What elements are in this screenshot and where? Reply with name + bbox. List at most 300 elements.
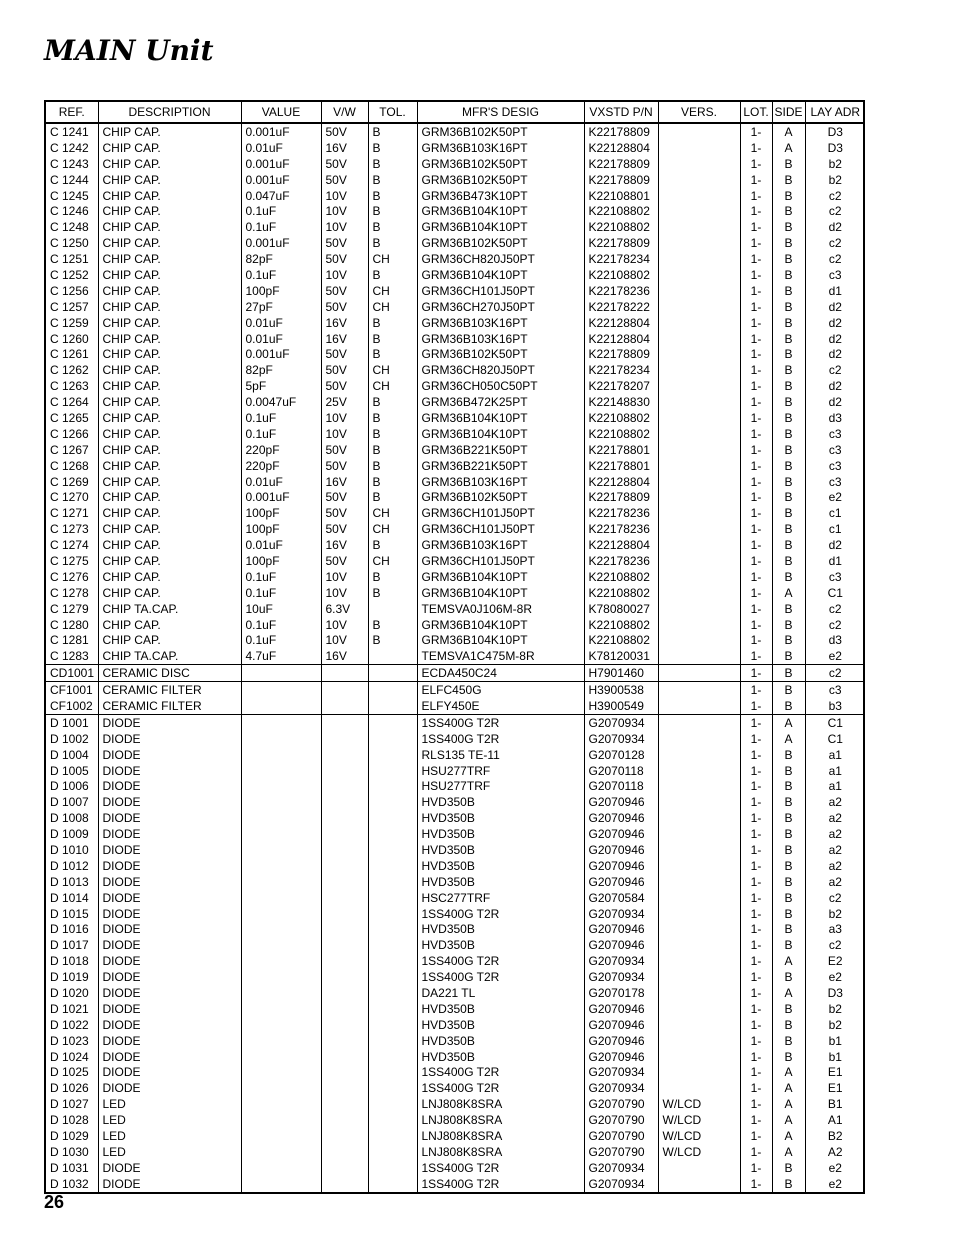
cell-lot: 1- bbox=[740, 937, 772, 953]
header-mfrs-desig: MFR'S DESIG bbox=[417, 102, 584, 123]
cell-side: B bbox=[772, 617, 805, 633]
cell-vers bbox=[658, 458, 740, 474]
cell-lay-adr: a2 bbox=[805, 842, 865, 858]
cell-value bbox=[241, 779, 321, 795]
table-row bbox=[46, 203, 865, 219]
cell-vers bbox=[658, 842, 740, 858]
cell-lot: 1- bbox=[740, 474, 772, 490]
cell-ref: C 1275 bbox=[50, 553, 89, 568]
cell-vw bbox=[321, 747, 368, 763]
cell-description: DIODE bbox=[98, 714, 241, 730]
cell-lot: 1- bbox=[740, 331, 772, 347]
table-row bbox=[46, 1096, 865, 1112]
table-row bbox=[46, 682, 865, 698]
cell-vxstd-pn: G2070934 bbox=[584, 1176, 658, 1192]
table-row bbox=[46, 410, 865, 426]
cell-vxstd-pn: G2070946 bbox=[584, 874, 658, 890]
cell-mfrs-desig: GRM36B104K10PT bbox=[417, 426, 584, 442]
cell-vw bbox=[321, 665, 368, 682]
cell-side: B bbox=[772, 378, 805, 394]
table-row bbox=[46, 346, 865, 362]
cell-vw: 50V bbox=[321, 251, 368, 267]
cell-ref: D 1008 bbox=[50, 811, 89, 826]
cell-vers bbox=[658, 617, 740, 633]
cell-vers bbox=[658, 1160, 740, 1176]
cell-description: DIODE bbox=[98, 779, 241, 795]
cell-vxstd-pn: K22108802 bbox=[584, 617, 658, 633]
cell-tol: CH bbox=[368, 553, 417, 569]
cell-vers bbox=[658, 299, 740, 315]
cell-value: 0.1uF bbox=[241, 569, 321, 585]
cell-ref: D 1015 bbox=[50, 906, 89, 921]
cell-vxstd-pn: K22178234 bbox=[584, 251, 658, 267]
cell-value bbox=[241, 1176, 321, 1192]
cell-vw bbox=[321, 1049, 368, 1065]
cell-description: CHIP CAP. bbox=[98, 505, 241, 521]
cell-mfrs-desig: DA221 TL bbox=[417, 985, 584, 1001]
cell-mfrs-desig: GRM36B473K10PT bbox=[417, 188, 584, 204]
cell-ref: D 1006 bbox=[50, 779, 89, 794]
cell-description: LED bbox=[98, 1144, 241, 1160]
cell-description: DIODE bbox=[98, 1017, 241, 1033]
cell-lot: 1- bbox=[740, 362, 772, 378]
cell-vers bbox=[658, 1080, 740, 1096]
cell-value bbox=[241, 858, 321, 874]
cell-side: B bbox=[772, 458, 805, 474]
cell-vw: 10V bbox=[321, 267, 368, 283]
cell-vers bbox=[658, 779, 740, 795]
cell-value: 27pF bbox=[241, 299, 321, 315]
cell-vers bbox=[658, 858, 740, 874]
cell-ref: C 1242 bbox=[50, 140, 89, 155]
cell-tol bbox=[368, 826, 417, 842]
cell-vw bbox=[321, 810, 368, 826]
cell-lot: 1- bbox=[740, 315, 772, 331]
table-row bbox=[46, 1065, 865, 1081]
cell-side: B bbox=[772, 426, 805, 442]
cell-vxstd-pn: H7901460 bbox=[584, 665, 658, 682]
cell-lot: 1- bbox=[740, 1080, 772, 1096]
cell-mfrs-desig: GRM36B102K50PT bbox=[417, 156, 584, 172]
cell-lay-adr: c3 bbox=[805, 458, 865, 474]
table-row bbox=[46, 553, 865, 569]
table-row bbox=[46, 890, 865, 906]
cell-lot: 1- bbox=[740, 1001, 772, 1017]
cell-value bbox=[241, 937, 321, 953]
cell-side: B bbox=[772, 1049, 805, 1065]
cell-vw bbox=[321, 1160, 368, 1176]
cell-value bbox=[241, 1160, 321, 1176]
cell-vxstd-pn: G2070934 bbox=[584, 1080, 658, 1096]
cell-tol bbox=[368, 842, 417, 858]
cell-lay-adr: d2 bbox=[805, 299, 865, 315]
cell-vxstd-pn: G2070946 bbox=[584, 1033, 658, 1049]
cell-ref: D 1028 bbox=[50, 1113, 89, 1128]
table-row bbox=[46, 442, 865, 458]
cell-ref: C 1260 bbox=[50, 331, 89, 346]
cell-vxstd-pn: K22108802 bbox=[584, 569, 658, 585]
table-row bbox=[46, 1001, 865, 1017]
cell-lot: 1- bbox=[740, 794, 772, 810]
cell-mfrs-desig: GRM36B103K16PT bbox=[417, 474, 584, 490]
cell-side: B bbox=[772, 1001, 805, 1017]
cell-vw bbox=[321, 1065, 368, 1081]
cell-lay-adr: b1 bbox=[805, 1049, 865, 1065]
cell-lot: 1- bbox=[740, 203, 772, 219]
cell-description: CHIP TA.CAP. bbox=[98, 601, 241, 617]
cell-ref: D 1031 bbox=[50, 1160, 89, 1175]
cell-lot: 1- bbox=[740, 585, 772, 601]
cell-value bbox=[241, 714, 321, 730]
cell-vxstd-pn: K22178236 bbox=[584, 553, 658, 569]
cell-lay-adr: D3 bbox=[805, 985, 865, 1001]
cell-tol: B bbox=[368, 331, 417, 347]
cell-lot: 1- bbox=[740, 299, 772, 315]
cell-vw: 10V bbox=[321, 633, 368, 649]
cell-vw bbox=[321, 922, 368, 938]
cell-description: CHIP TA.CAP. bbox=[98, 648, 241, 664]
cell-ref: C 1271 bbox=[50, 506, 89, 521]
cell-lay-adr: d2 bbox=[805, 219, 865, 235]
cell-description: CHIP CAP. bbox=[98, 235, 241, 251]
cell-mfrs-desig: HVD350B bbox=[417, 794, 584, 810]
cell-value bbox=[241, 810, 321, 826]
cell-mfrs-desig: RLS135 TE-11 bbox=[417, 747, 584, 763]
cell-lay-adr: C1 bbox=[805, 731, 865, 747]
cell-lay-adr: b1 bbox=[805, 1033, 865, 1049]
cell-tol bbox=[368, 1080, 417, 1096]
cell-tol: B bbox=[368, 633, 417, 649]
cell-vxstd-pn: G2070118 bbox=[584, 779, 658, 795]
cell-vw bbox=[321, 682, 368, 698]
cell-value bbox=[241, 1001, 321, 1017]
cell-lot: 1- bbox=[740, 1144, 772, 1160]
cell-ref: D 1020 bbox=[50, 986, 89, 1001]
cell-vw: 50V bbox=[321, 521, 368, 537]
cell-description: CHIP CAP. bbox=[98, 267, 241, 283]
cell-tol bbox=[368, 1160, 417, 1176]
cell-lot: 1- bbox=[740, 1096, 772, 1112]
cell-value: 0.001uF bbox=[241, 156, 321, 172]
cell-lay-adr: b2 bbox=[805, 1001, 865, 1017]
cell-mfrs-desig: GRM36B104K10PT bbox=[417, 219, 584, 235]
table-row bbox=[46, 283, 865, 299]
table-row bbox=[46, 648, 865, 664]
cell-vw bbox=[321, 698, 368, 714]
cell-lot: 1- bbox=[740, 410, 772, 426]
table-row bbox=[46, 489, 865, 505]
cell-ref: CF1001 bbox=[46, 682, 98, 698]
cell-vxstd-pn: K78120031 bbox=[584, 648, 658, 664]
cell-value bbox=[241, 890, 321, 906]
cell-value bbox=[241, 747, 321, 763]
cell-vxstd-pn: K22108802 bbox=[584, 633, 658, 649]
table-row bbox=[46, 362, 865, 378]
cell-vw: 50V bbox=[321, 505, 368, 521]
cell-side: B bbox=[772, 698, 805, 714]
cell-description: LED bbox=[98, 1128, 241, 1144]
cell-vw: 50V bbox=[321, 346, 368, 362]
header-side: SIDE bbox=[772, 102, 805, 123]
cell-lot: 1- bbox=[740, 1033, 772, 1049]
cell-lot: 1- bbox=[740, 426, 772, 442]
cell-tol bbox=[368, 682, 417, 698]
cell-vxstd-pn: K22108801 bbox=[584, 188, 658, 204]
cell-value: 82pF bbox=[241, 251, 321, 267]
cell-vers bbox=[658, 937, 740, 953]
cell-vxstd-pn: G2070934 bbox=[584, 953, 658, 969]
table-row bbox=[46, 1144, 865, 1160]
cell-lot: 1- bbox=[740, 763, 772, 779]
cell-lot: 1- bbox=[740, 188, 772, 204]
cell-tol: B bbox=[368, 346, 417, 362]
cell-mfrs-desig: HVD350B bbox=[417, 858, 584, 874]
cell-lot: 1- bbox=[740, 489, 772, 505]
cell-vxstd-pn: G2070946 bbox=[584, 1001, 658, 1017]
cell-vers bbox=[658, 235, 740, 251]
table-header bbox=[46, 102, 865, 123]
cell-mfrs-desig: HVD350B bbox=[417, 874, 584, 890]
table-row bbox=[46, 188, 865, 204]
cell-vw: 50V bbox=[321, 362, 368, 378]
cell-tol: B bbox=[368, 617, 417, 633]
cell-vxstd-pn: K22178809 bbox=[584, 172, 658, 188]
cell-value: 100pF bbox=[241, 283, 321, 299]
cell-tol: B bbox=[368, 156, 417, 172]
cell-vxstd-pn: K22108802 bbox=[584, 203, 658, 219]
cell-vxstd-pn: G2070178 bbox=[584, 985, 658, 1001]
cell-value bbox=[241, 1128, 321, 1144]
cell-ref: C 1244 bbox=[50, 172, 89, 187]
cell-mfrs-desig: 1SS400G T2R bbox=[417, 1176, 584, 1192]
cell-vers bbox=[658, 1017, 740, 1033]
table-row bbox=[46, 426, 865, 442]
cell-vw bbox=[321, 969, 368, 985]
cell-description: CHIP CAP. bbox=[98, 585, 241, 601]
cell-vw: 50V bbox=[321, 172, 368, 188]
cell-description: DIODE bbox=[98, 1033, 241, 1049]
cell-lot: 1- bbox=[740, 779, 772, 795]
cell-description: CERAMIC FILTER bbox=[98, 698, 241, 714]
cell-lay-adr: b2 bbox=[805, 1017, 865, 1033]
cell-vers bbox=[658, 123, 740, 140]
cell-ref: C 1265 bbox=[50, 410, 89, 425]
cell-mfrs-desig: ECDA450C24 bbox=[417, 665, 584, 682]
cell-vers: W/LCD bbox=[658, 1096, 740, 1112]
cell-value: 220pF bbox=[241, 458, 321, 474]
cell-mfrs-desig: GRM36B103K16PT bbox=[417, 537, 584, 553]
cell-vw bbox=[321, 1017, 368, 1033]
cell-value: 0.1uF bbox=[241, 585, 321, 601]
cell-side: B bbox=[772, 794, 805, 810]
table-row bbox=[46, 585, 865, 601]
table-row bbox=[46, 537, 865, 553]
cell-description: CHIP CAP. bbox=[98, 331, 241, 347]
table-row bbox=[46, 123, 865, 140]
cell-vw bbox=[321, 985, 368, 1001]
cell-mfrs-desig: GRM36CH101J50PT bbox=[417, 505, 584, 521]
cell-vxstd-pn: G2070934 bbox=[584, 1065, 658, 1081]
table-row bbox=[46, 601, 865, 617]
cell-vers bbox=[658, 665, 740, 682]
cell-lay-adr: c3 bbox=[805, 442, 865, 458]
cell-description: CHIP CAP. bbox=[98, 156, 241, 172]
cell-vw bbox=[321, 890, 368, 906]
cell-value: 0.0047uF bbox=[241, 394, 321, 410]
cell-vw bbox=[321, 1001, 368, 1017]
cell-vers bbox=[658, 1033, 740, 1049]
cell-side: B bbox=[772, 1033, 805, 1049]
cell-lot: 1- bbox=[740, 1017, 772, 1033]
cell-lay-adr: b2 bbox=[805, 906, 865, 922]
cell-tol bbox=[368, 1096, 417, 1112]
cell-ref: C 1248 bbox=[50, 220, 89, 235]
cell-mfrs-desig: GRM36B102K50PT bbox=[417, 172, 584, 188]
cell-side: A bbox=[772, 1096, 805, 1112]
cell-vw bbox=[321, 842, 368, 858]
cell-vers bbox=[658, 219, 740, 235]
table-row bbox=[46, 378, 865, 394]
cell-value: 4.7uF bbox=[241, 648, 321, 664]
cell-mfrs-desig: HVD350B bbox=[417, 937, 584, 953]
table-row bbox=[46, 1049, 865, 1065]
cell-lay-adr: a2 bbox=[805, 810, 865, 826]
cell-lay-adr: d2 bbox=[805, 378, 865, 394]
cell-lot: 1- bbox=[740, 890, 772, 906]
cell-description: CHIP CAP. bbox=[98, 442, 241, 458]
cell-vxstd-pn: G2070934 bbox=[584, 969, 658, 985]
cell-vw: 10V bbox=[321, 569, 368, 585]
cell-vw: 16V bbox=[321, 315, 368, 331]
cell-lay-adr: e2 bbox=[805, 969, 865, 985]
cell-description: DIODE bbox=[98, 906, 241, 922]
cell-mfrs-desig: GRM36CH101J50PT bbox=[417, 283, 584, 299]
cell-value bbox=[241, 826, 321, 842]
cell-tol bbox=[368, 714, 417, 730]
cell-tol: B bbox=[368, 315, 417, 331]
cell-tol bbox=[368, 1049, 417, 1065]
cell-mfrs-desig: 1SS400G T2R bbox=[417, 731, 584, 747]
cell-description: CHIP CAP. bbox=[98, 140, 241, 156]
cell-lay-adr: D3 bbox=[805, 123, 865, 140]
page-number: 26 bbox=[44, 1192, 65, 1212]
cell-mfrs-desig: HVD350B bbox=[417, 1001, 584, 1017]
header-ref: REF. bbox=[46, 102, 98, 123]
table-row bbox=[46, 665, 865, 682]
cell-lay-adr: c2 bbox=[805, 235, 865, 251]
cell-tol bbox=[368, 763, 417, 779]
cell-vw bbox=[321, 906, 368, 922]
cell-lay-adr: e2 bbox=[805, 1160, 865, 1176]
cell-vers bbox=[658, 378, 740, 394]
cell-lay-adr: d3 bbox=[805, 410, 865, 426]
cell-vers bbox=[658, 553, 740, 569]
cell-ref: C 1243 bbox=[50, 156, 89, 171]
cell-value bbox=[241, 874, 321, 890]
cell-vers bbox=[658, 826, 740, 842]
cell-ref: C 1279 bbox=[50, 601, 89, 616]
cell-vers bbox=[658, 505, 740, 521]
table-row bbox=[46, 1112, 865, 1128]
cell-vw bbox=[321, 1096, 368, 1112]
cell-mfrs-desig: GRM36B104K10PT bbox=[417, 569, 584, 585]
cell-tol bbox=[368, 731, 417, 747]
cell-vers bbox=[658, 1176, 740, 1192]
cell-side: B bbox=[772, 682, 805, 698]
cell-lot: 1- bbox=[740, 1112, 772, 1128]
cell-side: B bbox=[772, 763, 805, 779]
cell-value: 82pF bbox=[241, 362, 321, 378]
cell-tol bbox=[368, 1128, 417, 1144]
cell-mfrs-desig: LNJ808K8SRA bbox=[417, 1144, 584, 1160]
cell-description: LED bbox=[98, 1112, 241, 1128]
cell-mfrs-desig: GRM36B104K10PT bbox=[417, 410, 584, 426]
cell-mfrs-desig: GRM36B221K50PT bbox=[417, 458, 584, 474]
cell-description: CHIP CAP. bbox=[98, 474, 241, 490]
cell-value bbox=[241, 698, 321, 714]
table-row bbox=[46, 922, 865, 938]
cell-description: DIODE bbox=[98, 985, 241, 1001]
cell-side: B bbox=[772, 937, 805, 953]
cell-tol bbox=[368, 747, 417, 763]
cell-vers bbox=[658, 890, 740, 906]
cell-lay-adr: E2 bbox=[805, 953, 865, 969]
cell-lay-adr: a2 bbox=[805, 874, 865, 890]
cell-mfrs-desig: GRM36B103K16PT bbox=[417, 140, 584, 156]
cell-value: 0.001uF bbox=[241, 346, 321, 362]
cell-vers bbox=[658, 922, 740, 938]
cell-mfrs-desig: TEMSVA0J106M-8R bbox=[417, 601, 584, 617]
cell-side: B bbox=[772, 331, 805, 347]
cell-value: 0.001uF bbox=[241, 123, 321, 140]
header-tol: TOL. bbox=[368, 102, 417, 123]
table-row bbox=[46, 267, 865, 283]
cell-side: A bbox=[772, 1112, 805, 1128]
cell-mfrs-desig: HVD350B bbox=[417, 1033, 584, 1049]
cell-lay-adr: E1 bbox=[805, 1080, 865, 1096]
cell-side: B bbox=[772, 874, 805, 890]
table-row bbox=[46, 1176, 865, 1192]
cell-description: CHIP CAP. bbox=[98, 458, 241, 474]
cell-description: DIODE bbox=[98, 794, 241, 810]
cell-lay-adr: A1 bbox=[805, 1112, 865, 1128]
cell-description: DIODE bbox=[98, 858, 241, 874]
cell-tol: B bbox=[368, 474, 417, 490]
cell-tol: B bbox=[368, 426, 417, 442]
cell-side: B bbox=[772, 569, 805, 585]
cell-side: B bbox=[772, 346, 805, 362]
table-row bbox=[46, 633, 865, 649]
header-vers: VERS. bbox=[658, 102, 740, 123]
cell-ref: D 1004 bbox=[50, 747, 89, 762]
cell-ref: C 1245 bbox=[50, 188, 89, 203]
cell-ref: C 1280 bbox=[50, 617, 89, 632]
cell-side: B bbox=[772, 251, 805, 267]
cell-side: A bbox=[772, 140, 805, 156]
cell-vw: 50V bbox=[321, 299, 368, 315]
cell-description: CHIP CAP. bbox=[98, 378, 241, 394]
cell-lot: 1- bbox=[740, 1065, 772, 1081]
cell-mfrs-desig: GRM36B102K50PT bbox=[417, 489, 584, 505]
cell-side: B bbox=[772, 203, 805, 219]
cell-lay-adr: B2 bbox=[805, 1128, 865, 1144]
cell-value bbox=[241, 794, 321, 810]
cell-vers bbox=[658, 633, 740, 649]
header-vxstd-pn: VXSTD P/N bbox=[584, 102, 658, 123]
cell-vw bbox=[321, 1176, 368, 1192]
cell-vers bbox=[658, 362, 740, 378]
cell-description: CERAMIC DISC bbox=[98, 665, 241, 682]
